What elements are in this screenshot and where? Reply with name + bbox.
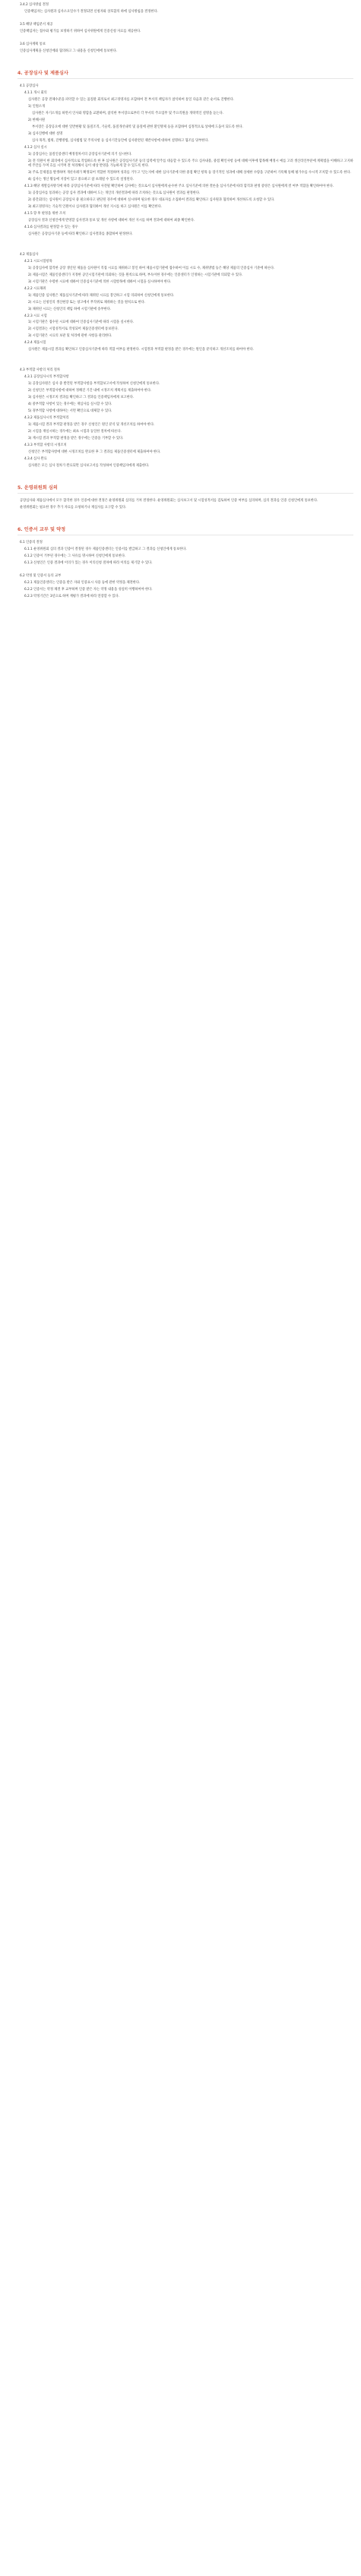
section	[17, 485, 353, 526]
paragraph: 신청인은 부적합사항에 대한 시정조치를 완료한 후 그 결과를 제품인증센터에 제출하여야 한다.	[28, 450, 161, 454]
paragraph: 4.1 공장심사	[20, 84, 39, 89]
paragraph: 1) 공장심사를 통과하는 공장 심사 결과에 대하여 도는 개인의 개선결과에 따라 조치하는 것으로 심사원이 결과를 판정한다.	[28, 191, 201, 196]
paragraph: 4.3 부적합 사항의 처리 절차	[20, 368, 60, 373]
paragraph: 2) 중간회의는 심사원이 공장심사 중 필요하다고 판단된 경우에 대하여 실시하며 필요한 경우 대표자를 소집하여 결과를 확인하고 심사원과 협의하여 개선하도록 요청할 수 있다.	[28, 198, 275, 203]
paragraph: 4.1.2 심사 실시	[24, 145, 47, 150]
paragraph: 4.2.4 제품시험	[24, 341, 46, 346]
document-page	[0, 0, 361, 615]
section	[17, 253, 353, 368]
paragraph: 공장심사 결과 신청인에게 반영할 심사결과 통보 및 개선 사항에 대하여 개선 지시를 하며 결과에 대하여 최종 확인한다.	[28, 219, 195, 223]
paragraph: 2) 제품시험은 제품인증센터가 지정한 공인시험기관에 의뢰하는 것을 원칙으로 하며, 부득이한 경우에는 인증센터가 인정하는 시험기관에 의뢰할 수 있다.	[28, 273, 243, 277]
paragraph: 6.2.1 제품인증센터는 인증을 받은 자와 인증표시 사용 등에 관한 약정을 체결한다.	[24, 580, 141, 585]
section	[17, 70, 353, 253]
paragraph: 3.5 해당 책임분서 제공	[20, 22, 53, 27]
paragraph: 4.2.1 시료시험항목	[24, 259, 52, 264]
paragraph: 심사원은 공장 전체수준을 파악할 수 있는 품질관 회의로서 최고경영자를 포함하여 전 부서의 책임자가 참석하여 통일 다음과 같은 순서로 진행한다.	[28, 97, 235, 102]
paragraph: 4) 중부적합 사항이 있는 경우에는 재심사를 실시할 수 있다.	[28, 402, 112, 406]
paragraph: 부서장은 공장공요에 대한 일반현황 및 품질조직, 기술력, 품질개선내역 및 품질에 관한 환인방제 등을 포함하여 심정적으로 상세에 도움이 되도록 한다.	[32, 125, 243, 129]
section-title: 4. 공장심사 및 제품심사	[17, 70, 68, 76]
paragraph: 3) 심사진행에 대한 설명	[28, 131, 63, 136]
paragraph: 3) 채취된 시료는 신청인의 책임 하에 시험기관에 송부한다.	[28, 307, 112, 311]
paragraph: 4.3.2 제품심사시의 부적합처리	[24, 415, 69, 420]
spacer	[17, 239, 353, 253]
paragraph: 2) 전 직원이 한 회의에서 심사적으로 작업하도록 한 후 심사원은 공장심사기준 등의 입력에 알주를 대응할 수 있도록 주요 심사내용, 중점 확인사항 등에 대해 이후에 합목해 배정시 예를 고려 생산라인부분에 계획법을 이해하고 고지하에 주안를 두며 흐를 시키며 결 처리해서 들이 대상 반영을 가능하게 할 수 있도록 한다.	[28, 159, 353, 169]
paragraph: 3) 주로 문제점을 발생하며 개선사례가 확정되어 적합한 적절하며 성과를 거두고 '인는지에 대한 심사기준에 의한 중점 확인 항목 등 장기적인 성과에 대해 상세한 수량을 구분하여 기록해 통해 평가수를 수시적 조치할 수 있도록 한다.	[28, 171, 351, 175]
paragraph: 6.1.3 신청인은 인증 결과에 이의가 있는 경우 이의신청 절차에 따라 이의를 제기할 수 있다.	[24, 560, 153, 565]
spacer	[17, 36, 353, 43]
paragraph: 1) 인원소개	[28, 104, 46, 109]
section	[17, 3, 353, 70]
spacer	[17, 513, 353, 526]
paragraph: 6.1.1 운영위원회 심의 결과 인증이 결정된 경우 제품인증센터는 인증서를 발급하고 그 결과를 신청인에게 통보한다.	[24, 547, 187, 551]
spacer	[17, 568, 353, 574]
paragraph: 4.1.5 향 후 판정을 위한 조치	[24, 212, 66, 216]
paragraph: 4.3.3 부적합 사항의 시정조치	[24, 443, 67, 447]
spacer	[17, 355, 353, 368]
paragraph: 3.4.2 심사방침 결정	[20, 3, 49, 7]
paragraph: 운영위원회는 필요한 경우 추가 자료를 요청하거나 재심사를 요구할 수 있다.	[20, 505, 127, 510]
paragraph: 심사원은 모든 심사 절차가 완료되면 심사보고서를 작성하여 인증책임자에게 제출한다.	[28, 463, 150, 468]
paragraph: 1) 공장심사는 품질인증센터 배정절차서의 공장심사기준에 의거 실시한다.	[28, 152, 132, 156]
spacer	[17, 601, 353, 615]
paragraph: 심사원은 제품시험 결과를 확인하고 인증심사기준에 따라 적합 여부를 판정한다. 시험결과 부적합 판정을 받은 경우에는 원인을 분석하고 개선조치를 하여야 한다.	[28, 348, 254, 352]
paragraph: 인증심사계획을 신청인에와 협의하고 그 내용을 신청인에에 통보한다.	[20, 49, 118, 53]
paragraph: 공장심사와 제품심사에서 모두 합격한 경우 인증에 대한 결정은 운영위원회 심의를 거쳐 결정한다. 운영위원회는 심사보고서 및 시험성적서를 검토하여 인증 여부를 심의하며, 심의 결과를 인증 신청인에게 통보한다.	[20, 498, 318, 503]
paragraph: 4.3.4 심사 완료	[24, 456, 47, 461]
paragraph: 3) 심사원은 시정조치 결과를 확인하고 그 결과를 인증책임자에게 보고한다.	[28, 396, 135, 400]
paragraph: 2) 시료는 신청인의 생산현장 또는 창고에서 무작위로 채취하는 것을 원칙으로 한다.	[28, 300, 146, 305]
section-divider	[17, 78, 353, 79]
paragraph: 6.2.3 약정기간은 3년으로 하며 재평가 결과에 따라 연장할 수 있다.	[24, 594, 119, 598]
spacer	[17, 56, 353, 70]
paragraph: 2) 시험결과는 시험성적서로 작성되어 제품인증센터에 통보된다.	[28, 327, 119, 332]
paragraph: 심사원은 공장심사기준 등에 따라 확인하고 심사결과를 종합하여 판정한다.	[28, 232, 133, 236]
paragraph: 심사 목적, 범위, 진행방법, 심사범법 및 주의사항 등 심사기간동안에 심사관련된 제반사항에 대하여 설명하고 협조를 당부한다.	[32, 138, 209, 143]
paragraph: 4.2.2 시료채취	[24, 286, 46, 291]
paragraph: 1) 제품인증 심사원은 제품심사기준에 따라 채취된 시료를 봉인하고 시험 의뢰하여 신청인에게 통보한다.	[28, 293, 175, 298]
paragraph: 4.1.1 개시 회의	[24, 90, 47, 95]
paragraph: 3.6 심사계획 통보	[20, 42, 46, 46]
paragraph: 4) 심사는 생산 활동에 지장이 있고 중요하고 참 초래될 수 있도록 설정된다.	[28, 178, 135, 182]
paragraph: 3) 재시험 결과 부적합 판정을 받은 경우에는 인증을 거부할 수 있다.	[28, 436, 124, 440]
paragraph: 4.1.3 해당 계열심사방식에 따라 공장심사기준에 따라 사전될 확인하여 심사에는 것으로서 심사원에게 순수한 주요 심사기준에 의한 결론을 심사기준에 따라 합격과 판정 증빙은 심사원에게 결 여부 적합을 확인하여야 한다.	[24, 185, 334, 189]
section-title: 6. 인증서 교부 및 약정	[17, 526, 66, 532]
paragraph: 2) 신청인은 부적합사항에 대하여 정해진 기간 내에 시정조치 계획서를 제출하여야 한다.	[28, 389, 152, 393]
paragraph: 6.1.2 인증이 거부된 경우에는 그 사유를 명시하여 신청인에게 통보한다.	[24, 554, 126, 558]
section-divider	[17, 493, 353, 494]
spacer	[17, 471, 353, 485]
paragraph: 인증책임자는 접수와 평가를 보정하기 위하여 심사위원에게 인증신청 자료를 제공한다.	[20, 29, 141, 33]
section-title: 5. 운영위원회 심의	[17, 485, 58, 491]
paragraph: 4.1.6 심사결과를 판정할 수 있는 경우	[24, 226, 78, 230]
paragraph: 1) 제품시험 결과 부적합 판정을 받은 경우 신청인은 원인 분석 및 개선조치를 하여야 한다.	[28, 422, 155, 427]
paragraph: 4.2 제품심사	[20, 252, 39, 257]
paragraph: 3) 시험기관은 수령한 시료에 대하여 인증심사기준에 의한 시험항목에 대하여 시험을 실시하여야 한다.	[28, 279, 172, 284]
section	[17, 526, 353, 615]
paragraph: 6.2 약정 및 인증서 등의 교부	[20, 573, 62, 578]
paragraph: 3) 최고경영자는 기술적 인원이나 심사원과 협의하여 개선 지시를 하고 심사원은 이를 확인한다.	[28, 205, 162, 210]
paragraph: 심사원은 자기소개를 하면서 인사와 명함을 교환하며, 참석한 부서장으로부터 각 부서의 주요업무 및 주요직원을 개략적인 설명을 듣는다.	[32, 111, 224, 115]
paragraph: 6.1 인증의 결정	[20, 541, 43, 545]
spacer	[17, 17, 353, 23]
paragraph: 2) 시험을 재실시하는 경우에는 최초 시험과 동일한 절차에 따른다.	[28, 429, 122, 434]
paragraph: 5) 경부적합 사항에 대하여는 서면 확인으로 대체할 수 있다.	[28, 409, 112, 413]
paragraph: 인증책임자는 심사원과 심사소요일수가 결정되면 신청자와 상호합의 하에 심사방침을 결정한다.	[24, 9, 158, 14]
paragraph: 4.3.1 공장심사시의 부적합사항	[24, 375, 69, 380]
paragraph: 6.2.2 인증서는 약정 체결 후 교부하며 인증 받은 자는 약정 내용을 성실히 이행하여야 한다.	[24, 587, 153, 592]
paragraph: 2) 한해시원	[28, 118, 46, 122]
paragraph: 1) 공장심사원은 심사 중 발견된 부적합사항을 부적합보고서에 작성하여 신청인에게 통보한다.	[28, 382, 160, 387]
paragraph: 4.2.3 시료 시험	[24, 314, 47, 318]
paragraph: 3) 시험기관은 시료의 보관 및 처리에 관한 사항을 관리한다.	[28, 334, 112, 339]
paragraph: 1) 시험기관은 접수된 시료에 대하여 인증심사기준에 따라 시험을 실시한다.	[28, 320, 135, 325]
paragraph: 1) 공장심사에 합격한 공장 생산된 제품을 심사원이 직접 시료를 채취하고 봉인 하여 제품시험기관에 접수하여 이를 시료 수, 채취방법 등은 해당 제품의 인증심사 기준에 따른다.	[28, 266, 275, 270]
section	[17, 368, 353, 484]
